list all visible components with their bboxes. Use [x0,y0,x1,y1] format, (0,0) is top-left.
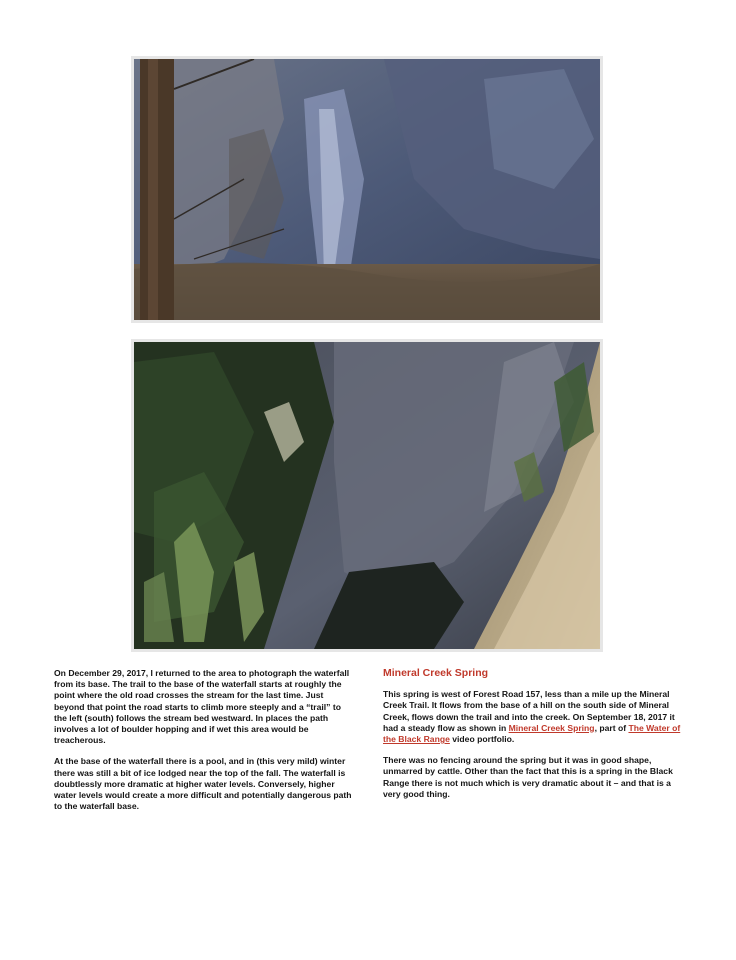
water-of-black-range-link[interactable]: The Water of the Black Range [383,722,681,745]
paragraph-text: This spring is west of Forest Road 157, less than a mile up the Mineral Creek Trail. It flows from the base of a hill on the south side of Mineral Creek, flows down the trail and into the creek. On September 18, 2017 it had a steady flow as shown in [383,689,675,733]
mineral-creek-spring-link[interactable]: Mineral Creek Spring [508,722,595,733]
paragraph-text: video portfolio. [449,734,515,745]
canyon-waterfall-base-photo [131,339,603,652]
left-text-column [54,668,354,822]
body-paragraph: On December 29, 2017, I returned to the area to photograph the waterfall from its base. The trail to the base of the waterfall starts at roughly the point where the old road crosses the stream for the last time. Just beyond that point the road starts to climb more steeply and a “trail” to the left (south) follows the stream bed westward. In places the path involves a lot of boulder hopping and if wet this area would be treacherous. [54,668,350,746]
body-paragraph: At the base of the waterfall there is a pool, and in (this very mild) winter there was still a bit of ice lodged near the top of the fall. The waterfall is doubtlessly more dramatic at higher water levels. Conversely, higher water levels would create a more difficult and potentially dangerous path to the waterfall base. [54,756,352,812]
paragraph-text: , part of [594,722,629,733]
section-heading: Mineral Creek Spring [383,667,489,679]
body-paragraph: There was no fencing around the spring but it was in good shape, unmarred by cattle. Other than the fact that this is a spring in the Black Range there is not much which is very dramatic about it – and that is a very good thing. [383,755,673,799]
waterfall-cliff-photo [131,56,603,323]
right-text-column [383,668,681,810]
body-paragraph [383,689,681,745]
